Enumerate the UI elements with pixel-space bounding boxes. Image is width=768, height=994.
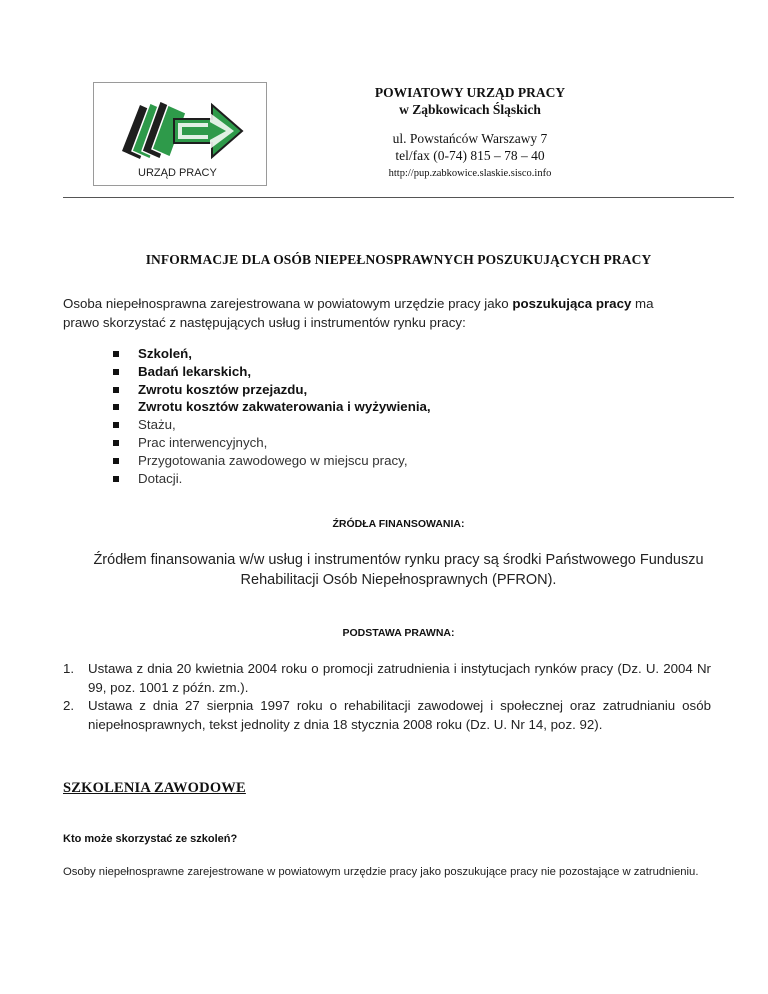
legal-item xyxy=(63,660,711,697)
logo-text: URZĄD PRACY xyxy=(138,167,217,179)
office-city: w Ząbkowicach Śląskich xyxy=(399,102,541,117)
intro-text-start: Osoba niepełnosprawna zarejestrowana w powiatowym urzędzie pracy jako xyxy=(63,296,513,311)
legal-item-number: 1. xyxy=(63,661,75,676)
service-item: Przygotowania zawodowego w miejscu pracy, xyxy=(113,452,431,470)
service-item: Badań lekarskich, xyxy=(113,363,431,381)
legal-item-text: Ustawa z dnia 27 sierpnia 1997 roku o rehabilitacji zawodowej i społecznej oraz zatrudnianiu osób niepełnosprawnych, tekst jednolity z dnia 18 stycznia 2008 roku (Dz. U. Nr 14, poz. 92). xyxy=(88,698,711,732)
legal-basis-list xyxy=(63,660,711,734)
service-item: Stażu, xyxy=(113,416,431,434)
office-address: ul. Powstańców Warszawy 7 xyxy=(392,131,548,146)
office-name: POWIATOWY URZĄD PRACY xyxy=(374,85,566,100)
intro-text-end: ma prawo skorzystać z następujących usług i instrumentów rynku pracy: xyxy=(63,296,654,330)
intro-paragraph xyxy=(63,295,683,332)
intro-highlight: poszukująca pracy xyxy=(512,296,632,311)
service-item: Prac interwencyjnych, xyxy=(113,434,431,452)
training-heading: SZKOLENIA ZAWODOWE xyxy=(63,780,246,796)
arrow-logo-icon xyxy=(94,83,266,185)
service-item: Zwrotu kosztów zakwaterowania i wyżywienia, xyxy=(113,398,431,416)
office-url[interactable]: http://pup.zabkowice.slaskie.sisco.info xyxy=(388,168,552,179)
page-title: INFORMACJE DLA OSÓB NIEPEŁNOSPRAWNYCH POSZUKUJĄCYCH PRACY xyxy=(145,252,652,267)
office-phone: tel/fax (0-74) 815 – 78 – 40 xyxy=(395,148,545,163)
header-divider xyxy=(63,197,734,198)
training-question: Kto może skorzystać ze szkoleń? xyxy=(63,833,238,845)
funding-heading: ŹRÓDŁA FINANSOWANIA: xyxy=(332,518,465,530)
service-item: Dotacji. xyxy=(113,470,431,488)
service-item: Szkoleń, xyxy=(113,345,431,363)
office-header xyxy=(340,84,600,181)
legal-item xyxy=(63,697,711,734)
legal-item-text: Ustawa z dnia 20 kwietnia 2004 roku o promocji zatrudnienia i instytucjach rynków pracy (Dz. U. 2004 Nr 99, poz. 1001 z późn. zm.). xyxy=(88,661,711,695)
legal-item-number: 2. xyxy=(63,698,75,713)
services-list xyxy=(113,345,431,487)
office-logo xyxy=(93,82,267,186)
legal-heading: PODSTAWA PRAWNA: xyxy=(342,627,455,639)
training-answer: Osoby niepełnosprawne zarejestrowane w powiatowym urzędzie pracy jako poszukujące pracy nie pozostające w zatrudnieniu. xyxy=(63,866,699,878)
funding-text: Źródłem finansowania w/w usług i instrumentów rynku pracy są środki Państwowego Funduszu Rehabilitacji Osób Niepełnosprawnych (PFRON). xyxy=(93,552,704,588)
service-item: Zwrotu kosztów przejazdu, xyxy=(113,381,431,399)
